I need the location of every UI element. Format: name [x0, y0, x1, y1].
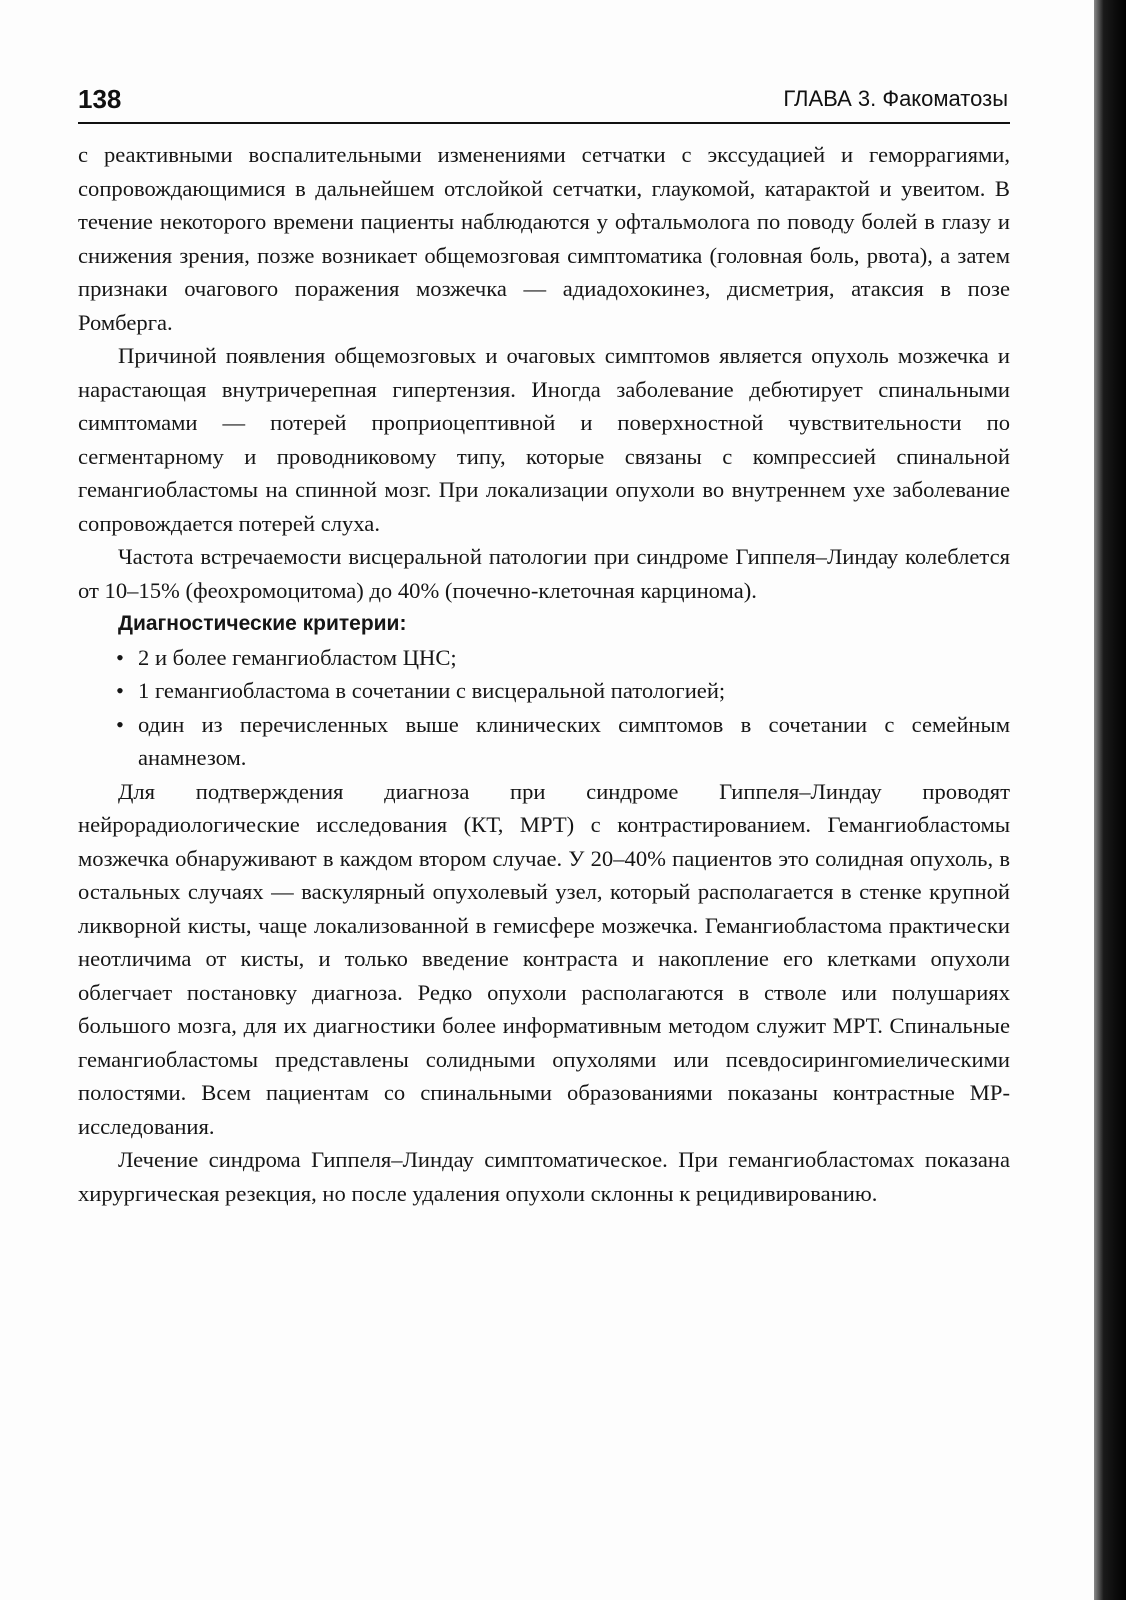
chapter-title: ГЛАВА 3. Факоматозы [783, 86, 1008, 111]
body-text [78, 138, 1010, 1210]
list-item-text: 1 гемангиобластома в сочетании с висцеральной патологией; [138, 678, 726, 703]
paragraph: Для подтверждения диагноза при синдроме Гиппеля–Линдау проводят нейрорадиологические исследования (КТ, МРТ) с контрастированием. Гемангиобластомы мозжечка обнаруживают в каждом втором случае. У 20–40% пациентов это солидная опухоль, в остальных случаях — васкулярный опухолевый узел, который располагается в стенке крупной ликворной кисты, чаще локализованной в гемисфере мозжечка. Гемангиобластома практически неотличима от кисты, и только введение контраста и накопление его клетками опухоли облегчает постановку диагноза. Редко опухоли располагаются в стволе или полушариях большого мозга, для их диагностики более информативным методом служит МРТ. Спинальные гемангиобластомы представлены солидными опухолями или псевдосирингомиелическими полостями. Всем пациентам со спинальными образованиями показаны контрастные МР-исследования. [78, 778, 1010, 1139]
list-item [116, 708, 1010, 775]
running-header [78, 84, 1010, 124]
list-item-text: один из перечисленных выше клинических симптомов в сочетании с семейным анамнезом. [138, 711, 1010, 770]
paragraph: Частота встречаемости висцеральной патологии при синдроме Гиппеля–Линдау колеблется от 10–15% (феохромоцитома) до 40% (почечно-клеточная карцинома). [78, 544, 1010, 603]
criteria-list [78, 641, 1010, 775]
paragraph: Причиной появления общемозговых и очаговых симптомов является опухоль мозжечка и нарастающая внутричерепная гипертензия. Иногда заболевание дебютирует спинальными симптомами — потерей проприоцептивной и поверхностной чувствительности по сегментарному и проводниковому типу, которые связаны с компрессией спинальной гемангиобластомы на спинной мозг. При локализации опухоли во внутреннем ухе заболевание сопровождается потерей слуха. [78, 343, 1010, 536]
page-edge-shadow [1094, 0, 1126, 1600]
paragraph-continued: с реактивными воспалительными изменениями сетчатки с экссудацией и геморрагиями, сопровождающимися в дальнейшем отслойкой сетчатки, глаукомой, катарактой и увеитом. В течение некоторого времени пациенты наблюдаются у офтальмолога по поводу болей в глазу и снижения зрения, позже возникает общемозговая симптоматика (головная боль, рвота), а затем признаки очагового поражения мозжечка — адиадохокинез, дисметрия, атаксия в позе Ромберга. [78, 142, 1010, 335]
criteria-heading: Диагностические критерии: [118, 612, 407, 635]
page-number: 138 [78, 84, 122, 114]
list-item [116, 674, 1010, 708]
paragraph: Лечение синдрома Гиппеля–Линдау симптоматическое. При гемангиобластомах показана хирургическая резекция, но после удаления опухоли склонны к рецидивированию. [78, 1147, 1010, 1206]
bullet-icon: • [116, 644, 124, 670]
list-item-text: 2 и более гемангиобластом ЦНС; [138, 644, 457, 670]
list-item [116, 641, 1010, 675]
bullet-icon: • [116, 711, 124, 737]
bullet-icon: • [116, 678, 124, 703]
